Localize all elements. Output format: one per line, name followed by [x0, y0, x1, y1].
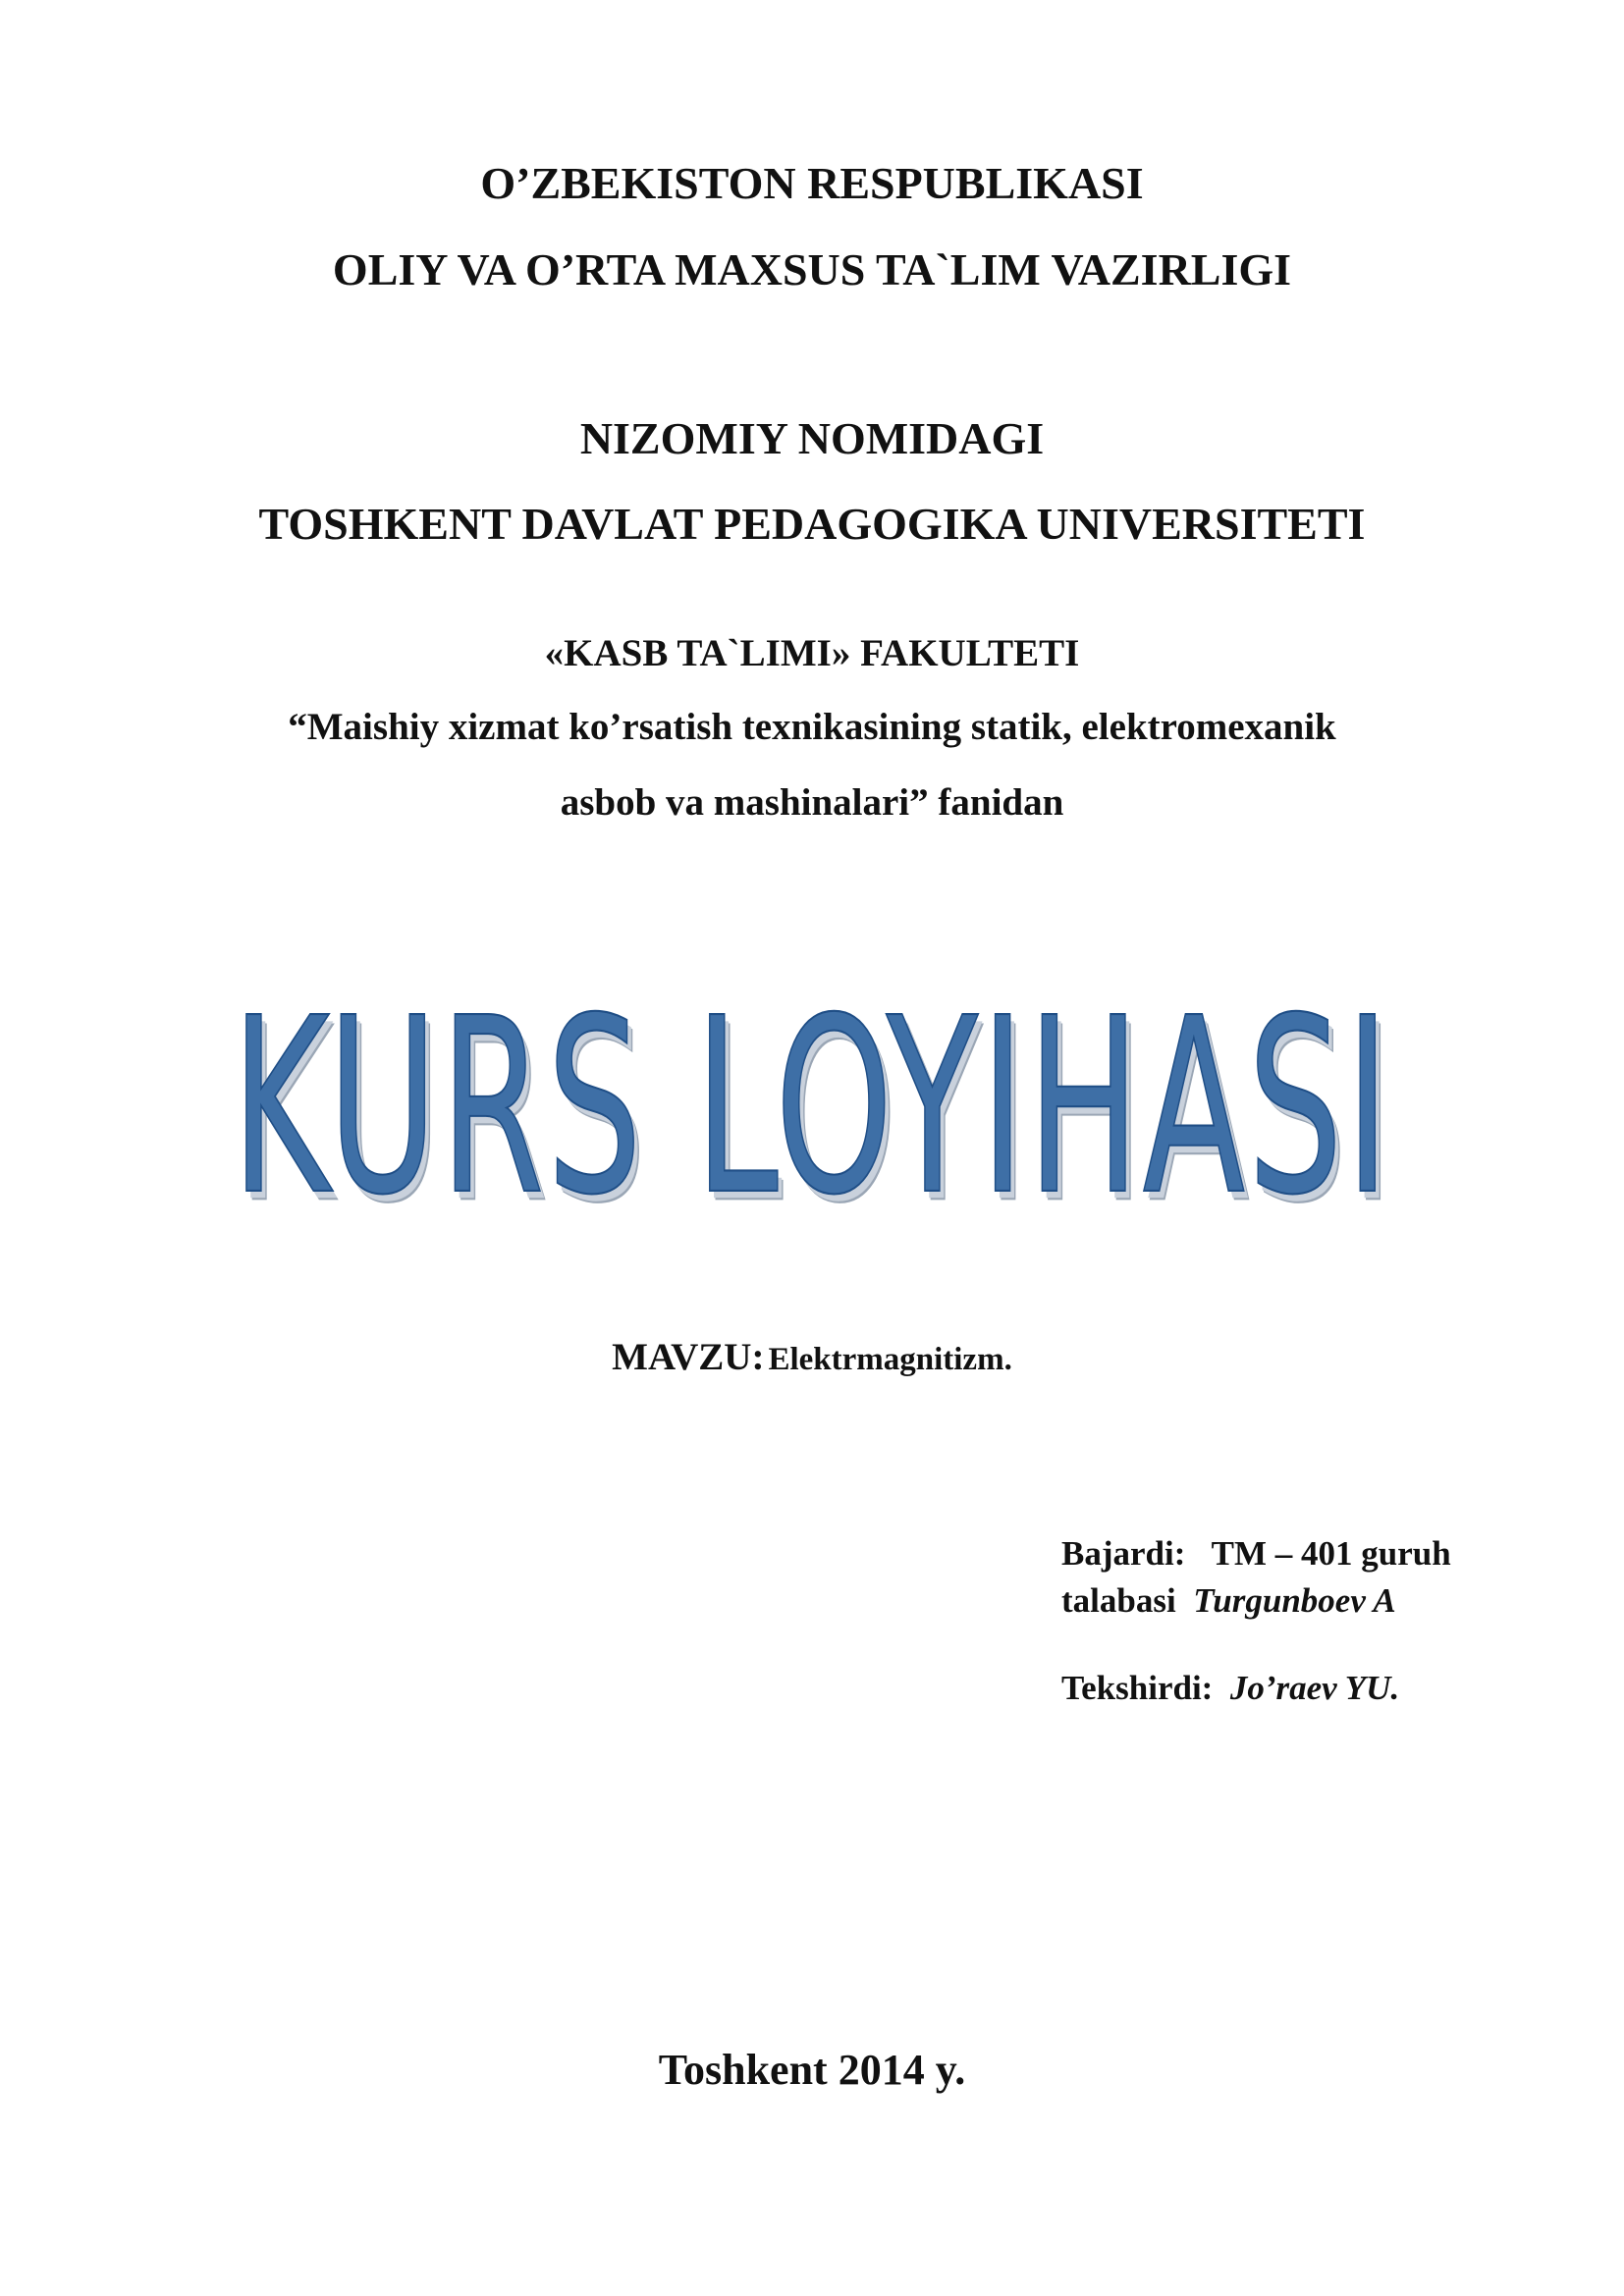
topic-label: MAVZU:: [612, 1336, 765, 1378]
place-and-year: Toshkent 2014 y.: [658, 2046, 966, 2094]
topic-line: [0, 1335, 1624, 1379]
topic-value: Elektrmagnitizm.: [768, 1342, 1012, 1377]
performer-line: [1061, 1534, 1451, 1574]
course-name-line1: “Maishiy xizmat ko’rsatish texnikasining statik, elektromexanik: [288, 706, 1336, 748]
faculty-name: «KASB TA`LIMI» FAKULTETI: [544, 632, 1080, 674]
university-name-line1: NIZOMIY NOMIDAGI: [579, 413, 1045, 463]
performer-label: Bajardi:: [1061, 1534, 1186, 1573]
ministry-title-line2: OLIY VA O’RTA MAXSUS TA`LIM VAZIRLIGI: [332, 244, 1292, 294]
student-label: talabasi: [1061, 1581, 1176, 1620]
ministry-title-line1: O’ZBEKISTON RESPUBLIKASI: [480, 158, 1144, 208]
checker-label: Tekshirdi:: [1061, 1669, 1214, 1707]
course-name-line2: asbob va mashinalari” fanidan: [560, 781, 1064, 824]
university-name-line2: TOSHKENT DAVLAT PEDAGOGIKA UNIVERSITETI: [258, 499, 1366, 549]
document-title-wordart: KURS LOYIHASI: [231, 967, 1393, 1249]
performer-group: TM – 401 guruh: [1211, 1534, 1451, 1573]
student-line: [1061, 1581, 1396, 1621]
checker-name: Jo’raev YU.: [1229, 1669, 1400, 1707]
checker-line: [1061, 1669, 1399, 1708]
student-name: Turgunboev A: [1193, 1581, 1396, 1620]
